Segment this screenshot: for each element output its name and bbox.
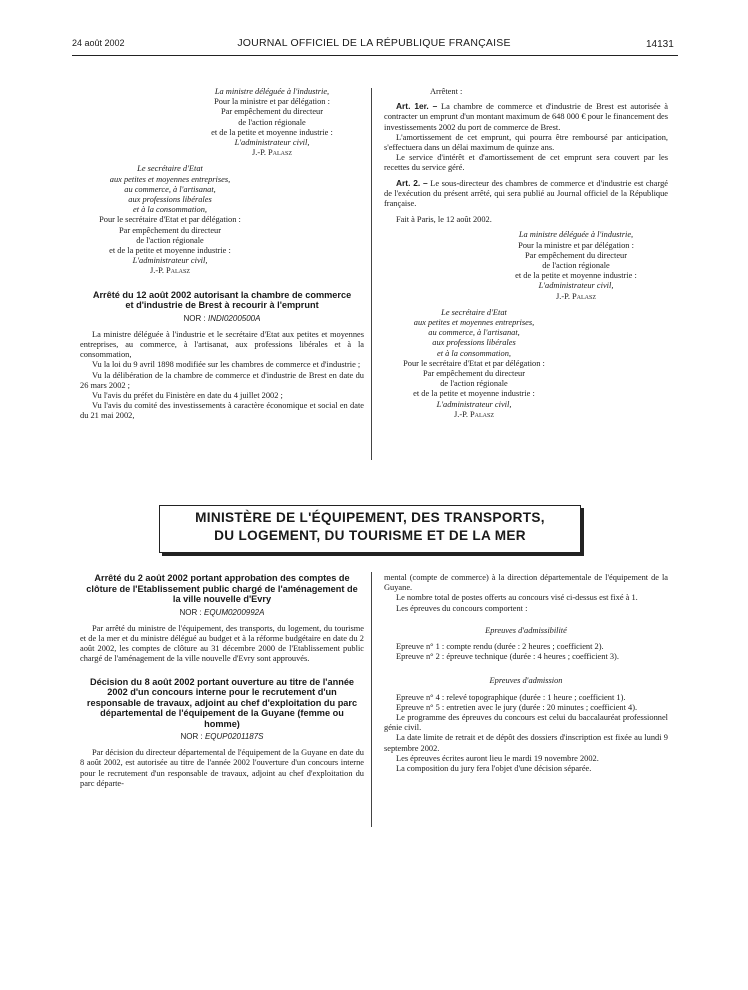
signature-line: L'administrateur civil, — [132, 256, 208, 266]
signature-line: Pour la ministre et par délégation : — [518, 240, 634, 250]
signature-line: au commerce, à l'artisanat, — [124, 184, 216, 194]
signature-line: et de la petite et moyenne industrie : — [515, 271, 637, 281]
header-rule — [72, 55, 678, 56]
nor-code: EQUP0201187S — [204, 732, 264, 742]
signature-line: Par empêchement du directeur — [524, 250, 628, 260]
signature-name: J.-P. Palasz — [453, 409, 495, 419]
signature-line: de l'action régionale — [440, 379, 508, 389]
paragraph: Epreuve n° 5 : entretien avec le jury (durée : 20 minutes ; coefficient 4). — [396, 702, 638, 712]
signature-line: L'administrateur civil, — [436, 399, 512, 409]
signature-line: et de la petite et moyenne industrie : — [109, 246, 231, 256]
signature-name: J.-P. Palasz — [251, 148, 293, 158]
signature-line: au commerce, à l'artisanat, — [428, 328, 520, 338]
nor-reference — [80, 314, 364, 324]
column-divider-top — [371, 88, 372, 460]
nor-code: INDI0200500A — [207, 313, 261, 323]
paragraph: mental (compte de commerce) à la direction départementale de l'équipement de la Guyane. — [384, 573, 668, 593]
paragraph: Le programme des épreuves du concours est celui du baccalauréat professionnel génie civil. — [384, 713, 668, 733]
paragraph: Vu l'avis du préfet du Finistère en date du 4 juillet 2002 ; — [92, 391, 283, 401]
article-2-label: Art. 2. – — [396, 177, 428, 188]
signature-line: La ministre déléguée à l'industrie, — [518, 230, 634, 240]
journal-title: JOURNAL OFFICIEL DE LA RÉPUBLIQUE FRANÇAISE — [237, 37, 511, 49]
nor-reference — [80, 732, 364, 742]
signature-line: et de la petite et moyenne industrie : — [211, 127, 333, 137]
signature-line: Le secrétaire d'Etat — [137, 164, 203, 174]
signature-line: L'administrateur civil, — [538, 281, 614, 291]
signature-block-1 — [180, 87, 364, 158]
signature-line: Pour le secrétaire d'Etat et par délégation : — [403, 358, 545, 368]
ministry-heading-line: MINISTÈRE DE L'ÉQUIPEMENT, DES TRANSPORTS, — [195, 510, 545, 525]
signature-line: et à la consommation, — [437, 348, 511, 358]
right-top-column — [384, 87, 668, 420]
ministry-heading-box — [159, 505, 581, 553]
paragraph: L'amortissement de cet emprunt, qui pourra être remboursé par anticipation, s'effectuera dans un délai maximum de quinze ans. — [384, 132, 668, 153]
fait-a: Fait à Paris, le 12 août 2002. — [396, 215, 492, 225]
signature-line: Pour la ministre et par délégation : — [214, 97, 330, 107]
signature-line: aux professions libérales — [432, 338, 516, 348]
left-bottom-column — [80, 573, 364, 789]
signature-line: de l'action régionale — [238, 117, 306, 127]
signature-line: et de la petite et moyenne industrie : — [413, 389, 535, 399]
paragraph: Vu l'avis du comité des investissements à caractère économique et social en date du 21 mai 2002, — [80, 401, 364, 421]
nor-label: NOR : — [183, 313, 206, 323]
nor-code: EQUM0200992A — [203, 607, 265, 617]
arrete-title: Arrêté du 12 août 2002 autorisant la chambre de commerce et d'industrie de Brest à recourir à l'emprunt — [92, 289, 352, 311]
ministry-heading-line: DU LOGEMENT, DU TOURISME ET DE LA MER — [214, 527, 526, 543]
decision-title: Décision du 8 août 2002 portant ouverture au titre de l'année 2002 d'un concours interne pour le recrutement d'un responsable de travaux, adjoint au chef d'exploitation du parc départemental de l'équipement de la Guyane (femme ou homme) — [86, 676, 358, 729]
signature-block-3 — [484, 230, 668, 301]
signature-name: J.-P. Palasz — [555, 291, 597, 301]
paragraph: Par arrêté du ministre de l'équipement, des transports, du logement, du tourisme et de la mer et du ministre délégué au budget et à la réforme budgétaire en date du 2 août 2002, les comptes de clôture au 31 décembre 2000 de l'Etablissement public chargé de l'aménagement de la ville nouvelle d'Evry sont approuvés. — [80, 623, 364, 664]
paragraph: Epreuve n° 2 : épreuve technique (durée : 4 heures ; coefficient 3). — [396, 652, 619, 662]
header-date: 24 août 2002 — [72, 38, 125, 48]
signature-line: Pour le secrétaire d'Etat et par délégation : — [99, 215, 241, 225]
signature-line: L'administrateur civil, — [234, 138, 310, 148]
signature-line: Le secrétaire d'Etat — [441, 307, 507, 317]
arrete-evry-title: Arrêté du 2 août 2002 portant approbation des comptes de clôture de l'Etablissement public chargé de l'aménagement de la ville nouvelle d'Evry — [86, 573, 358, 604]
article-2-text: Le sous-directeur des chambres de commerce et d'industrie est chargé de l'exécution du présent arrêté, qui sera publié au Journal officiel de la République française. — [384, 178, 668, 209]
paragraph: Les épreuves du concours comportent : — [396, 603, 528, 613]
signature-line: aux petites et moyennes entreprises, — [109, 174, 231, 184]
signature-line: Par empêchement du directeur — [422, 369, 526, 379]
paragraph: La ministre déléguée à l'industrie et le secrétaire d'Etat aux petites et moyennes entreprises, au commerce, à l'artisanat, aux professions libérales et à la consommation, — [80, 329, 364, 360]
signature-line: Par empêchement du directeur — [118, 225, 222, 235]
paragraph: Vu la délibération de la chambre de commerce et d'industrie de Brest en date du 26 mars 2002 ; — [80, 370, 364, 390]
paragraph: Epreuve n° 1 : compte rendu (durée : 2 heures ; coefficient 2). — [396, 642, 604, 652]
paragraph: Par décision du directeur départemental de l'équipement de la Guyane en date du 8 août 2002, est autorisée au titre de l'année 2002 l'ouverture d'un concours interne pour le recrutement d'un responsable de travaux, adjoint au chef d'exploitation du parc départe- — [80, 748, 364, 788]
signature-block-4 — [384, 308, 564, 420]
nor-label: NOR : — [180, 732, 203, 742]
signature-line: de l'action régionale — [136, 235, 204, 245]
signature-name: J.-P. Palasz — [149, 266, 191, 276]
paragraph: Le service d'intérêt et d'amortissement de cet emprunt sera couvert par les recettes du service géré. — [384, 153, 668, 173]
signature-block-2 — [80, 164, 260, 276]
left-top-column — [80, 87, 364, 422]
paragraph: Vu la loi du 9 avril 1898 modifiée sur les chambres de commerce et d'industrie ; — [92, 360, 361, 370]
signature-line: aux professions libérales — [128, 195, 212, 205]
paragraph: Les épreuves écrites auront lieu le mardi 19 novembre 2002. — [396, 753, 599, 763]
signature-line: Par empêchement du directeur — [220, 107, 324, 117]
paragraph: La composition du jury fera l'objet d'une décision séparée. — [396, 764, 592, 774]
signature-line: aux petites et moyennes entreprises, — [413, 318, 535, 328]
right-bottom-column — [384, 573, 668, 774]
nor-reference — [80, 608, 364, 618]
article-1-label: Art. 1er. – — [396, 101, 438, 112]
article-1-text: La chambre de commerce et d'industrie de Brest est autorisée à contracter un emprunt d'un montant maximum de 648 000 € pour le financement des investissements 2002 du port de commerce de Brest. — [384, 102, 668, 132]
signature-line: et à la consommation, — [133, 205, 207, 215]
signature-line: La ministre déléguée à l'industrie, — [214, 87, 330, 96]
paragraph: La date limite de retrait et de dépôt des dossiers d'inscription est fixée au lundi 9 septembre 2002. — [384, 733, 668, 753]
article-2 — [384, 178, 668, 210]
article-1 — [384, 101, 668, 133]
paragraph: Le nombre total de postes offerts au concours visé ci-dessus est fixé à 1. — [396, 593, 638, 603]
page-header — [0, 36, 748, 52]
signature-line: de l'action régionale — [542, 261, 610, 271]
page-number: 14131 — [646, 39, 674, 50]
subheading: Epreuves d'admission — [489, 676, 563, 686]
arretent: Arrêtent : — [430, 87, 463, 96]
column-divider-bottom — [371, 572, 372, 827]
subheading: Epreuves d'admissibilité — [485, 625, 567, 635]
nor-label: NOR : — [179, 607, 202, 617]
paragraph: Epreuve n° 4 : relevé topographique (durée : 1 heure ; coefficient 1). — [396, 692, 626, 702]
